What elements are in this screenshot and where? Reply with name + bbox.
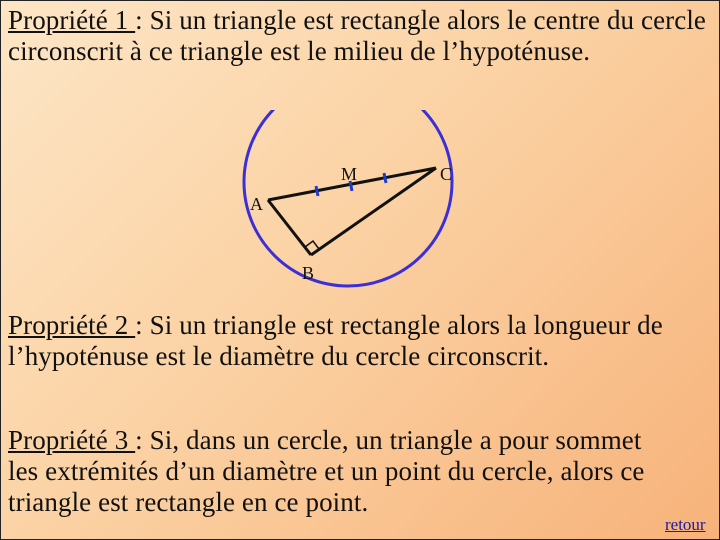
property-3-label: Propriété 3: [8, 425, 136, 455]
label-m: M: [341, 164, 358, 184]
property-2: [8, 310, 668, 372]
property-1-text: : Si un triangle est rectangle alors le centre du cercle circonscrit à ce triangle est le milieu de l’hypoténuse.: [8, 5, 707, 66]
side-ab: [268, 200, 311, 255]
retour-link[interactable]: retour: [665, 515, 706, 534]
label-c: C: [440, 164, 453, 184]
property-3-text: : Si, dans un cercle, un triangle a pour sommet les extrémités d’un diamètre et un point du cercle, alors ce triangle est rectangle en ce point.: [8, 425, 645, 517]
property-2-text: : Si un triangle est rectangle alors la longueur de l’hypoténuse est le diamètre du cercle circonscrit.: [8, 310, 663, 371]
property-1-label: Propriété 1: [8, 5, 136, 35]
triangle-circle-figure: [240, 110, 470, 290]
property-3: [8, 425, 678, 518]
property-2-label: Propriété 2: [8, 310, 136, 340]
label-a: A: [250, 194, 263, 214]
label-b: B: [302, 263, 315, 283]
property-1: [8, 5, 708, 67]
